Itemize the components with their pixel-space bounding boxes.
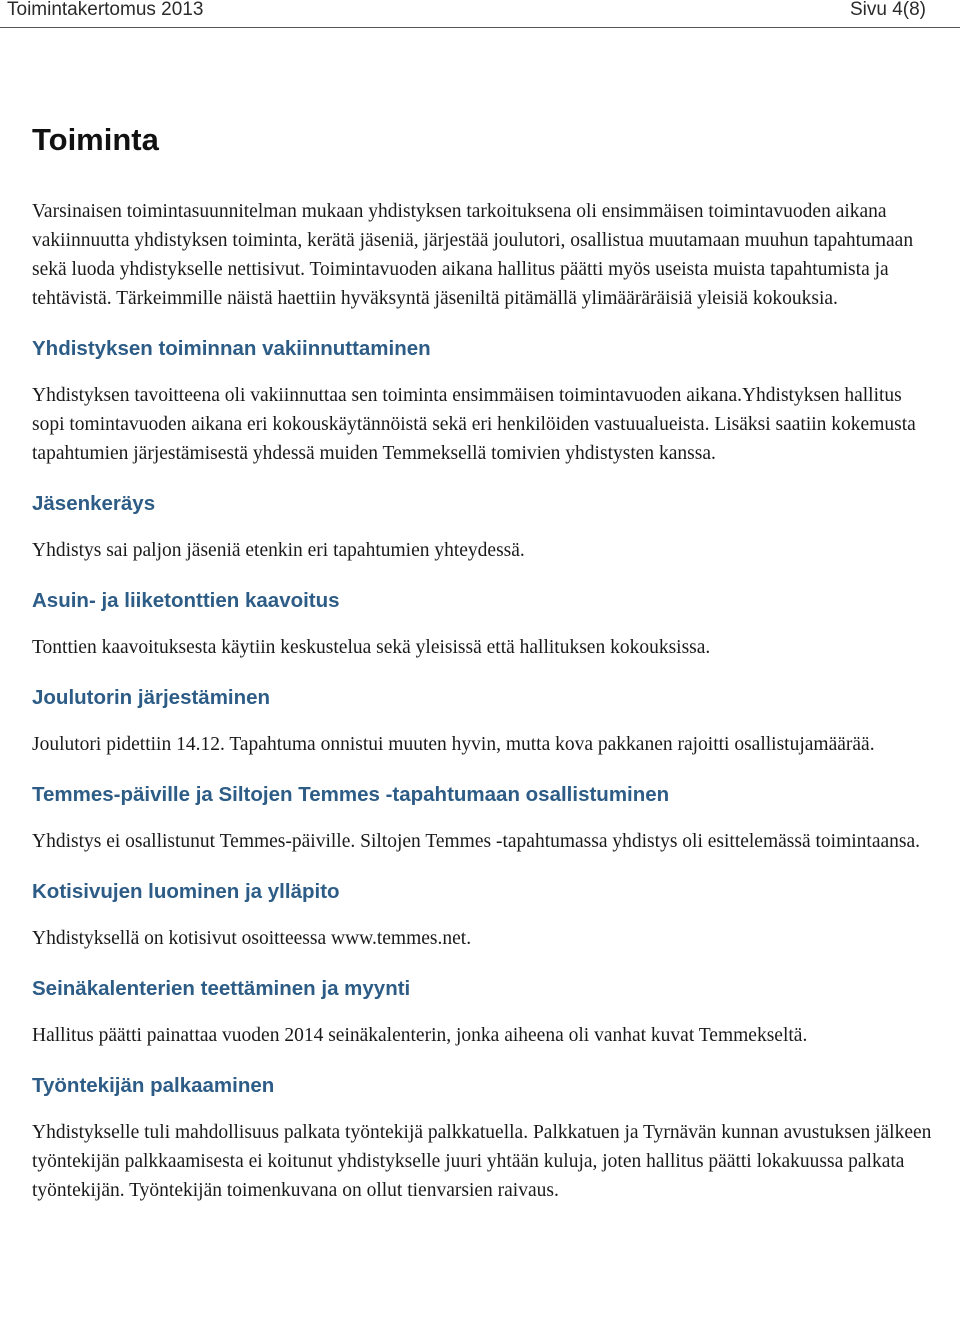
section-text: Hallitus päätti painattaa vuoden 2014 seinäkalenterin, jonka aiheena oli vanhat kuvat Temmekseltä. — [32, 1025, 808, 1046]
section-heading: Temmes-päiville ja Siltojen Temmes -tapahtumaan osallistuminen — [32, 783, 670, 806]
section-heading: Seinäkalenterien teettäminen ja myynti — [32, 977, 411, 1000]
section-joulutori — [32, 683, 932, 759]
section-vakiinnuttaminen — [32, 334, 932, 468]
section-heading: Yhdistyksen toiminnan vakiinnuttaminen — [32, 337, 431, 360]
section-kotisivut — [32, 877, 932, 953]
section-text: Joulutori pidettiin 14.12. Tapahtuma onnistui muuten hyvin, mutta kova pakkanen rajoitti osallistujamäärää. — [32, 734, 875, 755]
section-text: Yhdistys ei osallistunut Temmes-päiville. Siltojen Temmes -tapahtumassa yhdistys oli esittelemässä toimintaansa. — [32, 831, 921, 852]
section-text: Yhdistykselle tuli mahdollisuus palkata työntekijä palkkatuella. Palkkatuen ja Tyrnävän kunnan avustuksen jälkeen työntekijän palkkaamisesta ei koitunut yhdistykselle juuri yhtään kuluja, joten hallitus päätti lokakuussa palkata työntekijän. Työntekijän toimenkuvana on ollut tienvarsien raivaus. — [32, 1122, 932, 1201]
section-text: Tonttien kaavoituksesta käytiin keskustelua sekä yleisissä että hallituksen kokouksissa. — [32, 637, 711, 658]
page-header — [0, 0, 960, 28]
section-heading: Joulutorin järjestäminen — [32, 686, 271, 709]
section-tyontekija — [32, 1071, 932, 1205]
section-heading: Jäsenkeräys — [32, 492, 156, 515]
section-jasenkerays — [32, 489, 932, 565]
page-number: Sivu 4(8) — [849, 0, 926, 20]
section-heading: Kotisivujen luominen ja ylläpito — [32, 880, 340, 903]
section-heading: Asuin- ja liiketonttien kaavoitus — [32, 589, 340, 612]
section-text: Yhdistyksellä on kotisivut osoitteessa www.temmes.net. — [32, 928, 472, 949]
document-title: Toimintakertomus 2013 — [7, 0, 204, 20]
section-temmes-paivat — [32, 780, 932, 856]
main-content — [32, 118, 932, 1205]
section-text: Yhdistyksen tavoitteena oli vakiinnuttaa sen toiminta ensimmäisen toimintavuoden aikana.Yhdistyksen hallitus sopi tomintavuoden aikana eri kokouskäytännöistä sekä eri henkilöiden vastuualueista. Lisäksi saatiin kokemusta tapahtumien järjestämisestä yhdessä muiden Temmeksellä tomivien yhdistysten kanssa. — [32, 385, 916, 464]
section-kaavoitus — [32, 586, 932, 662]
section-heading: Työntekijän palkaaminen — [32, 1074, 275, 1097]
section-seinakalenterit — [32, 974, 932, 1050]
section-text: Yhdistys sai paljon jäseniä etenkin eri tapahtumien yhteydessä. — [32, 540, 525, 561]
page-title: Toiminta — [32, 122, 159, 157]
intro-paragraph: Varsinaisen toimintasuunnitelman mukaan yhdistyksen tarkoituksena oli ensimmäisen toimintavuoden aikana vakiinnuutta yhdistyksen toiminta, kerätä jäseniä, järjestää joulutori, osallistua muutamaan muuhun tapahtumaan sekä luoda yhdistykselle nettisivut. Toimintavuoden aikana hallitus päätti myös useista muista tapahtumista ja tehtävistä. Tärkeimmille näistä haettiin hyväksyntä jäseniltä pitämällä ylimääräräisiä yleisiä kokouksia. — [32, 201, 914, 309]
